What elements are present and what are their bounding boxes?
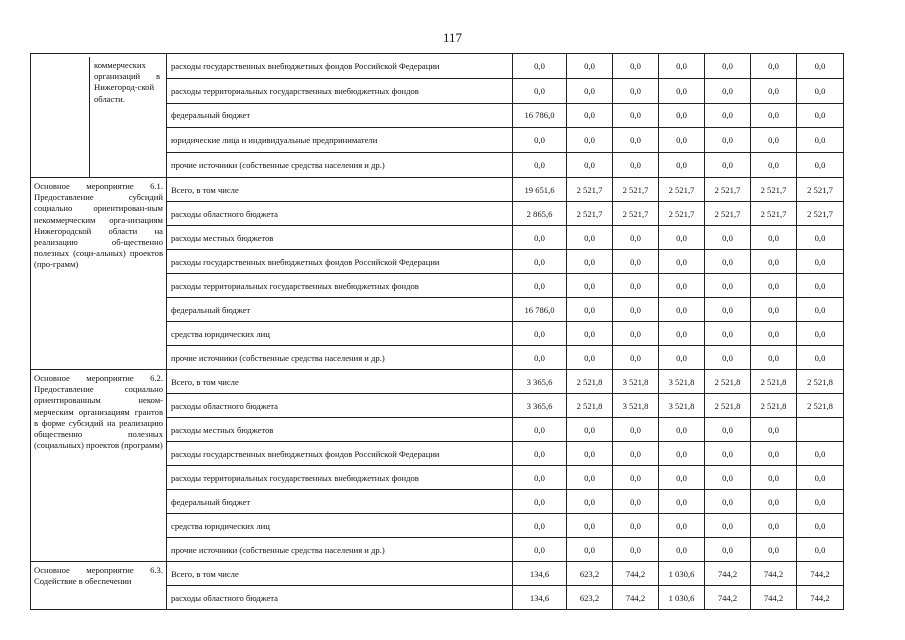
funding-source: прочие источники (собственные средства населения и др.) — [167, 346, 513, 370]
amount-cell: 134,6 — [513, 586, 567, 610]
amount-cell: 0,0 — [613, 538, 659, 562]
funding-source: расходы областного бюджета — [167, 586, 513, 610]
amount-cell: 0,0 — [797, 322, 844, 346]
action-continuation-cell — [31, 54, 167, 178]
amount-cell: 0,0 — [613, 128, 659, 153]
amount-cell: 0,0 — [613, 103, 659, 128]
amount-cell: 0,0 — [705, 78, 751, 103]
funding-source: расходы государственных внебюджетных фондов Российской Федерации — [167, 250, 513, 274]
amount-cell: 0,0 — [751, 418, 797, 442]
amount-cell: 0,0 — [797, 226, 844, 250]
amount-cell: 0,0 — [567, 128, 613, 153]
amount-cell: 0,0 — [797, 442, 844, 466]
amount-cell: 0,0 — [797, 153, 844, 178]
amount-cell: 0,0 — [659, 78, 705, 103]
amount-cell: 0,0 — [659, 226, 705, 250]
amount-cell: 623,2 — [567, 562, 613, 586]
amount-cell: 2 521,7 — [567, 202, 613, 226]
table-row — [31, 54, 844, 79]
amount-cell: 0,0 — [751, 153, 797, 178]
amount-cell: 0,0 — [797, 514, 844, 538]
amount-cell: 0,0 — [751, 54, 797, 79]
amount-cell: 1 030,6 — [659, 562, 705, 586]
amount-cell: 0,0 — [797, 103, 844, 128]
amount-cell: 2 521,8 — [797, 370, 844, 394]
amount-cell: 0,0 — [513, 274, 567, 298]
amount-cell: 2 521,7 — [613, 178, 659, 202]
amount-cell: 0,0 — [567, 418, 613, 442]
amount-cell: 0,0 — [567, 103, 613, 128]
amount-cell: 2 521,7 — [705, 178, 751, 202]
amount-cell: 2 521,7 — [751, 202, 797, 226]
amount-cell: 0,0 — [797, 466, 844, 490]
amount-cell: 0,0 — [659, 466, 705, 490]
amount-cell: 0,0 — [751, 226, 797, 250]
amount-cell: 19 651,6 — [513, 178, 567, 202]
funding-source: расходы областного бюджета — [167, 202, 513, 226]
amount-cell: 744,2 — [751, 586, 797, 610]
amount-cell: 744,2 — [613, 586, 659, 610]
amount-cell: 744,2 — [705, 562, 751, 586]
amount-cell: 744,2 — [797, 586, 844, 610]
amount-cell: 0,0 — [567, 54, 613, 79]
amount-cell: 0,0 — [797, 250, 844, 274]
amount-cell: 0,0 — [797, 538, 844, 562]
amount-cell: 16 786,0 — [513, 298, 567, 322]
amount-cell: 0,0 — [797, 346, 844, 370]
amount-cell: 0,0 — [797, 128, 844, 153]
amount-cell: 0,0 — [751, 274, 797, 298]
amount-cell: 0,0 — [567, 538, 613, 562]
amount-cell: 0,0 — [659, 346, 705, 370]
funding-source: расходы местных бюджетов — [167, 226, 513, 250]
amount-cell: 2 521,8 — [751, 370, 797, 394]
amount-cell: 0,0 — [613, 153, 659, 178]
amount-cell: 0,0 — [797, 298, 844, 322]
funding-source: расходы государственных внебюджетных фондов Российской Федерации — [167, 54, 513, 79]
amount-cell: 0,0 — [751, 128, 797, 153]
amount-cell: 0,0 — [705, 538, 751, 562]
amount-cell: 0,0 — [613, 250, 659, 274]
amount-cell: 0,0 — [751, 514, 797, 538]
table-row — [31, 370, 844, 394]
amount-cell: 0,0 — [513, 153, 567, 178]
funding-source: прочие источники (собственные средства населения и др.) — [167, 538, 513, 562]
amount-cell: 0,0 — [705, 322, 751, 346]
amount-cell: 744,2 — [705, 586, 751, 610]
funding-source: расходы местных бюджетов — [167, 418, 513, 442]
amount-cell: 2 521,7 — [797, 202, 844, 226]
amount-cell: 0,0 — [613, 274, 659, 298]
amount-cell: 0,0 — [659, 103, 705, 128]
amount-cell: 0,0 — [567, 442, 613, 466]
funding-source: Всего, в том числе — [167, 562, 513, 586]
funding-source: средства юридических лиц — [167, 514, 513, 538]
amount-cell: 0,0 — [513, 346, 567, 370]
amount-cell: 0,0 — [567, 274, 613, 298]
amount-cell: 0,0 — [659, 250, 705, 274]
amount-cell — [797, 418, 844, 442]
amount-cell: 0,0 — [659, 298, 705, 322]
amount-cell: 0,0 — [705, 153, 751, 178]
amount-cell: 3 365,6 — [513, 370, 567, 394]
amount-cell: 744,2 — [797, 562, 844, 586]
amount-cell: 0,0 — [513, 226, 567, 250]
amount-cell: 3 521,8 — [613, 394, 659, 418]
amount-cell: 0,0 — [797, 78, 844, 103]
amount-cell: 1 030,6 — [659, 586, 705, 610]
amount-cell: 623,2 — [567, 586, 613, 610]
funding-source: расходы территориальных государственных внебюджетных фондов — [167, 466, 513, 490]
amount-cell: 0,0 — [705, 466, 751, 490]
amount-cell: 0,0 — [751, 490, 797, 514]
amount-cell: 2 521,7 — [705, 202, 751, 226]
amount-cell: 2 865,6 — [513, 202, 567, 226]
amount-cell: 0,0 — [751, 322, 797, 346]
amount-cell: 0,0 — [613, 514, 659, 538]
amount-cell: 0,0 — [705, 274, 751, 298]
amount-cell: 0,0 — [613, 346, 659, 370]
amount-cell: 0,0 — [513, 250, 567, 274]
amount-cell: 0,0 — [613, 78, 659, 103]
amount-cell: 0,0 — [659, 54, 705, 79]
action-continuation-text: коммерческих организаций в Нижегород-ской области. — [94, 60, 160, 104]
amount-cell: 2 521,8 — [705, 370, 751, 394]
amount-cell: 0,0 — [659, 128, 705, 153]
amount-cell: 0,0 — [705, 298, 751, 322]
funding-source: расходы государственных внебюджетных фондов Российской Федерации — [167, 442, 513, 466]
funding-source: расходы территориальных государственных внебюджетных фондов — [167, 78, 513, 103]
amount-cell: 744,2 — [613, 562, 659, 586]
amount-cell: 0,0 — [659, 442, 705, 466]
amount-cell: 0,0 — [613, 298, 659, 322]
amount-cell: 0,0 — [751, 103, 797, 128]
amount-cell: 0,0 — [513, 128, 567, 153]
amount-cell: 0,0 — [613, 418, 659, 442]
amount-cell: 0,0 — [567, 78, 613, 103]
amount-cell: 0,0 — [659, 490, 705, 514]
amount-cell: 0,0 — [751, 442, 797, 466]
amount-cell: 0,0 — [513, 418, 567, 442]
amount-cell: 16 786,0 — [513, 103, 567, 128]
action-description: Основное мероприятие 6.1. Предоставление субсидий социально ориентирован-ным некоммерческим орга-низациям Нижегородской области на реализацию об-щественно полезных (соци-альных) проектов (про-грамм) — [31, 178, 167, 370]
amount-cell: 3 365,6 — [513, 394, 567, 418]
amount-cell: 2 521,7 — [567, 178, 613, 202]
amount-cell: 0,0 — [567, 490, 613, 514]
amount-cell: 0,0 — [513, 78, 567, 103]
amount-cell: 744,2 — [751, 562, 797, 586]
funding-source: Всего, в том числе — [167, 370, 513, 394]
amount-cell: 0,0 — [567, 250, 613, 274]
blank-subcell — [31, 57, 90, 177]
amount-cell: 0,0 — [659, 418, 705, 442]
action-description: Основное мероприятие 6.3. Содействие в обеспечении — [31, 562, 167, 610]
funding-source: расходы областного бюджета — [167, 394, 513, 418]
amount-cell: 0,0 — [751, 298, 797, 322]
amount-cell: 2 521,7 — [751, 178, 797, 202]
amount-cell: 0,0 — [613, 442, 659, 466]
amount-cell: 0,0 — [567, 346, 613, 370]
amount-cell: 0,0 — [659, 274, 705, 298]
funding-source: юридические лица и индивидуальные предприниматели — [167, 128, 513, 153]
amount-cell: 0,0 — [567, 298, 613, 322]
amount-cell: 0,0 — [705, 103, 751, 128]
amount-cell: 0,0 — [659, 538, 705, 562]
amount-cell: 3 521,8 — [613, 370, 659, 394]
amount-cell: 0,0 — [513, 54, 567, 79]
amount-cell: 0,0 — [751, 78, 797, 103]
action-description: Основное мероприятие 6.2. Предоставление социально ориентированным неком-мерческим организациям грантов в форме субсидий на реализацию общественно полезных (социальных) проектов (программ) — [31, 370, 167, 562]
amount-cell: 0,0 — [751, 250, 797, 274]
amount-cell: 2 521,7 — [659, 178, 705, 202]
amount-cell: 0,0 — [797, 54, 844, 79]
amount-cell: 0,0 — [705, 514, 751, 538]
funding-source: Всего, в том числе — [167, 178, 513, 202]
amount-cell: 0,0 — [513, 490, 567, 514]
amount-cell: 0,0 — [751, 346, 797, 370]
amount-cell: 0,0 — [513, 514, 567, 538]
amount-cell: 0,0 — [567, 466, 613, 490]
amount-cell: 2 521,8 — [567, 394, 613, 418]
budget-table — [30, 53, 844, 610]
table-row — [31, 178, 844, 202]
funding-source: федеральный бюджет — [167, 103, 513, 128]
funding-source: прочие источники (собственные средства населения и др.) — [167, 153, 513, 178]
amount-cell: 0,0 — [613, 226, 659, 250]
amount-cell: 0,0 — [705, 442, 751, 466]
amount-cell: 0,0 — [705, 346, 751, 370]
amount-cell: 0,0 — [659, 153, 705, 178]
amount-cell: 0,0 — [705, 54, 751, 79]
funding-source: расходы территориальных государственных внебюджетных фондов — [167, 274, 513, 298]
amount-cell: 3 521,8 — [659, 370, 705, 394]
amount-cell: 0,0 — [513, 466, 567, 490]
amount-cell: 0,0 — [567, 322, 613, 346]
amount-cell: 0,0 — [659, 514, 705, 538]
amount-cell: 0,0 — [797, 274, 844, 298]
amount-cell: 0,0 — [613, 54, 659, 79]
amount-cell: 0,0 — [705, 226, 751, 250]
amount-cell: 0,0 — [705, 490, 751, 514]
amount-cell: 0,0 — [513, 538, 567, 562]
amount-cell: 0,0 — [705, 250, 751, 274]
funding-source: средства юридических лиц — [167, 322, 513, 346]
amount-cell: 0,0 — [613, 490, 659, 514]
amount-cell: 0,0 — [567, 226, 613, 250]
amount-cell: 2 521,8 — [705, 394, 751, 418]
amount-cell: 2 521,8 — [797, 394, 844, 418]
amount-cell: 2 521,7 — [659, 202, 705, 226]
funding-source: федеральный бюджет — [167, 490, 513, 514]
amount-cell: 3 521,8 — [659, 394, 705, 418]
amount-cell: 0,0 — [797, 490, 844, 514]
amount-cell: 2 521,8 — [751, 394, 797, 418]
amount-cell: 0,0 — [705, 418, 751, 442]
amount-cell: 0,0 — [613, 322, 659, 346]
amount-cell: 2 521,7 — [613, 202, 659, 226]
funding-source: федеральный бюджет — [167, 298, 513, 322]
amount-cell: 0,0 — [751, 466, 797, 490]
table-row — [31, 562, 844, 586]
amount-cell: 2 521,8 — [567, 370, 613, 394]
amount-cell: 134,6 — [513, 562, 567, 586]
amount-cell: 0,0 — [751, 538, 797, 562]
amount-cell: 2 521,7 — [797, 178, 844, 202]
amount-cell: 0,0 — [567, 153, 613, 178]
amount-cell: 0,0 — [705, 128, 751, 153]
amount-cell: 0,0 — [567, 514, 613, 538]
amount-cell: 0,0 — [513, 322, 567, 346]
amount-cell: 0,0 — [513, 442, 567, 466]
page-number: 117 — [442, 30, 463, 45]
amount-cell: 0,0 — [613, 466, 659, 490]
amount-cell: 0,0 — [659, 322, 705, 346]
